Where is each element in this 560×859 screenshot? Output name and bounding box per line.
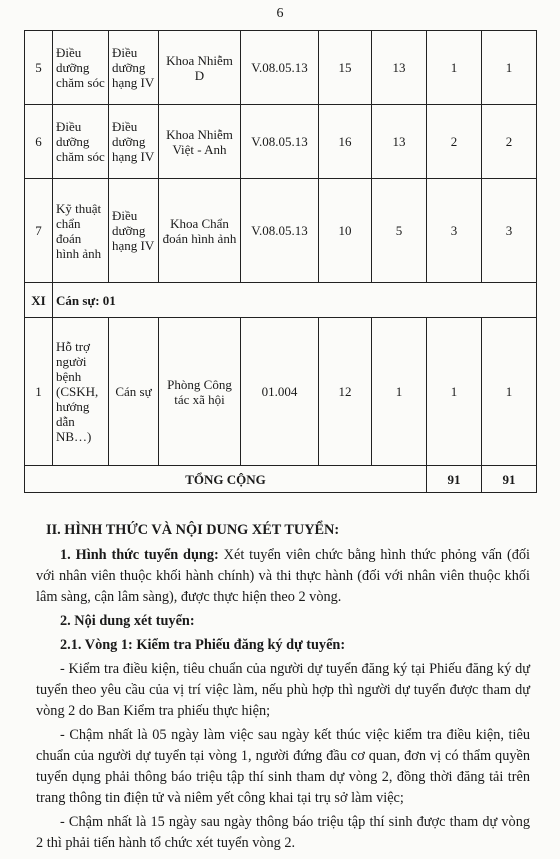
paragraph-check: - Kiểm tra điều kiện, tiêu chuẩn của người dự tuyển đăng ký tại Phiếu đăng ký dự tuyển theo yêu cầu của vị trí việc làm, nếu phù hợp thì người dự tuyển được tham dự vòng 2 do Ban Kiểm tra phiếu thực hiện; bbox=[36, 661, 530, 719]
row-department: Phòng Công tác xã hội bbox=[159, 318, 241, 466]
row-c2: 13 bbox=[372, 31, 427, 105]
row-c3: 2 bbox=[427, 105, 482, 179]
body-text bbox=[36, 520, 530, 857]
total-c3: 91 bbox=[427, 466, 482, 493]
table-row bbox=[25, 105, 537, 179]
row-position: Điều dưỡng chăm sóc bbox=[53, 31, 109, 105]
row-c4: 2 bbox=[482, 105, 537, 179]
paragraph-deadline-05: - Chậm nhất là 05 ngày làm việc sau ngày kết thúc việc kiểm tra điều kiện, tiêu chuẩn của người dự tuyển tại vòng 1, người đứng đầu cơ quan, đơn vị có thẩm quyền tuyển dụng phải thông báo triệu tập thí sinh tham dự vòng 2, đồng thời đăng tải trên trang thông tin điện tử và niêm yết công khai tại trụ sở làm việc; bbox=[36, 727, 530, 806]
row-c3: 1 bbox=[427, 31, 482, 105]
row-code: V.08.05.13 bbox=[241, 179, 319, 283]
row-c2: 13 bbox=[372, 105, 427, 179]
subheading-round-1: 2.1. Vòng 1: Kiểm tra Phiếu đăng ký dự tuyển: bbox=[60, 637, 346, 653]
row-c1: 12 bbox=[319, 318, 372, 466]
table-row bbox=[25, 31, 537, 105]
table-row bbox=[25, 318, 537, 466]
total-c4: 91 bbox=[482, 466, 537, 493]
row-c2: 5 bbox=[372, 179, 427, 283]
row-c1: 15 bbox=[319, 31, 372, 105]
row-code: V.08.05.13 bbox=[241, 31, 319, 105]
row-c1: 10 bbox=[319, 179, 372, 283]
row-c4: 3 bbox=[482, 179, 537, 283]
total-row bbox=[25, 466, 537, 493]
row-department: Khoa Chẩn đoán hình ảnh bbox=[159, 179, 241, 283]
row-department: Khoa Nhiễm Việt - Anh bbox=[159, 105, 241, 179]
paragraph-deadline-15: - Chậm nhất là 15 ngày sau ngày thông báo triệu tập thí sinh được tham dự vòng 2 thì phải tiến hành tổ chức xét tuyển vòng 2. bbox=[36, 814, 530, 851]
row-c1: 16 bbox=[319, 105, 372, 179]
row-stt: 5 bbox=[25, 31, 53, 105]
row-code: 01.004 bbox=[241, 318, 319, 466]
table-row bbox=[25, 179, 537, 283]
paragraph-form bbox=[36, 545, 530, 608]
section-row bbox=[25, 283, 537, 318]
row-position: Điều dưỡng chăm sóc bbox=[53, 105, 109, 179]
total-label: TỔNG CỘNG bbox=[25, 466, 427, 493]
row-c3: 3 bbox=[427, 179, 482, 283]
section-heading: II. HÌNH THỨC VÀ NỘI DUNG XÉT TUYỂN: bbox=[46, 522, 340, 538]
form-label: 1. Hình thức tuyển dụng: bbox=[60, 547, 219, 563]
form-text: Xét tuyển viên chức bằng hình thức phỏng vấn (đối với nhân viên thuộc khối hành chính) và thi thực hành (đối với nhân viên thuộc khối lâm sàng, cận lâm sàng), được thực hiện theo 2 vòng. bbox=[36, 547, 530, 605]
row-title: Điều dưỡng hạng IV bbox=[109, 31, 159, 105]
row-title: Điều dưỡng hạng IV bbox=[109, 179, 159, 283]
row-position: Hỗ trợ người bệnh (CSKH, hướng dẫn NB…) bbox=[53, 318, 109, 466]
row-c4: 1 bbox=[482, 318, 537, 466]
section-stt: XI bbox=[25, 283, 53, 318]
subheading-content: 2. Nội dung xét tuyển: bbox=[60, 613, 195, 629]
section-label: Cán sự: 01 bbox=[53, 283, 537, 318]
row-title: Điều dưỡng hạng IV bbox=[109, 105, 159, 179]
row-stt: 1 bbox=[25, 318, 53, 466]
page-number: 6 bbox=[276, 6, 284, 21]
recruitment-table bbox=[24, 30, 537, 493]
row-stt: 6 bbox=[25, 105, 53, 179]
row-department: Khoa Nhiễm D bbox=[159, 31, 241, 105]
row-code: V.08.05.13 bbox=[241, 105, 319, 179]
row-position: Kỹ thuật chẩn đoán hình ảnh bbox=[53, 179, 109, 283]
row-c2: 1 bbox=[372, 318, 427, 466]
row-c4: 1 bbox=[482, 31, 537, 105]
row-title: Cán sự bbox=[109, 318, 159, 466]
row-c3: 1 bbox=[427, 318, 482, 466]
row-stt: 7 bbox=[25, 179, 53, 283]
